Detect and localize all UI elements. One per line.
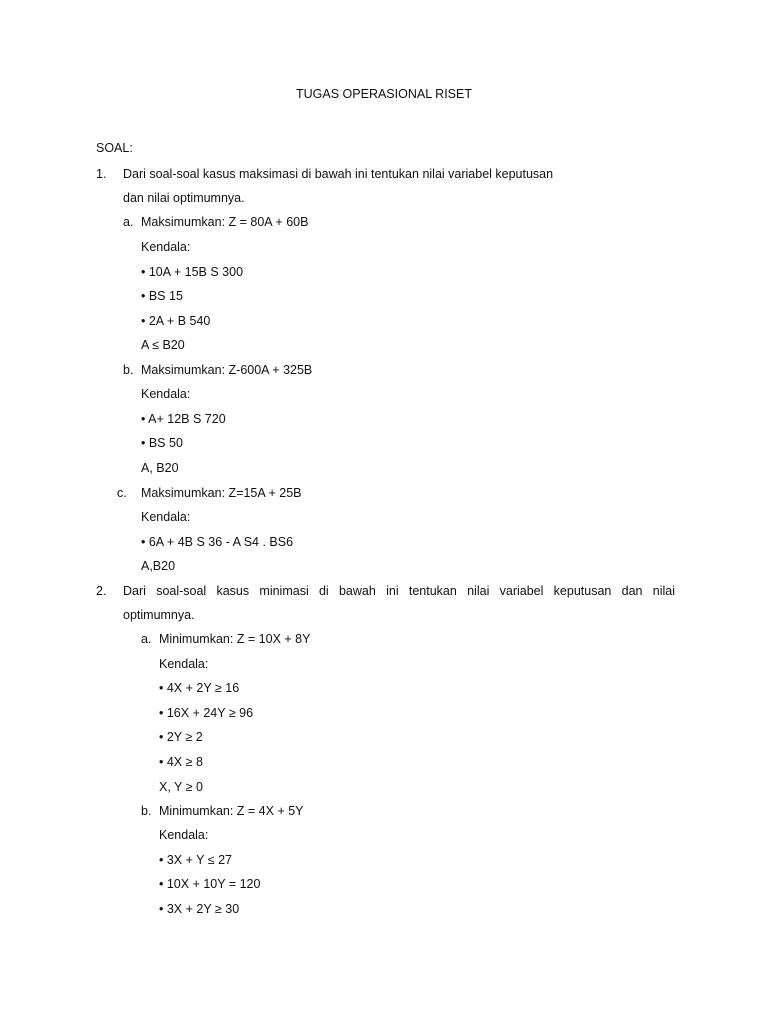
q2a-objective: Minimumkan: Z = 10X + 8Y bbox=[159, 632, 311, 646]
q2a-constraint: • 4X + 2Y ≥ 16 bbox=[159, 681, 240, 695]
q2-word: nilai bbox=[652, 584, 675, 598]
q2-word: variabel bbox=[499, 584, 544, 598]
q1a-objective: Maksimumkan: Z = 80A + 60B bbox=[141, 215, 309, 229]
q2b-constraint: • 3X + 2Y ≥ 30 bbox=[159, 902, 240, 916]
q1a-kendala: Kendala: bbox=[141, 240, 191, 254]
q1b-objective: Maksimumkan: Z-600A + 325B bbox=[141, 363, 313, 377]
q1c-constraint: • 6A + 4B S 36 - A S4 . BS6 bbox=[141, 535, 294, 549]
q1c-label: c. bbox=[117, 486, 127, 500]
q1b-label: b. bbox=[123, 363, 134, 377]
q2a-label: a. bbox=[141, 632, 152, 646]
soal-heading: SOAL: bbox=[96, 141, 133, 155]
q2b-label: b. bbox=[141, 804, 152, 818]
q1a-tail: A ≤ B20 bbox=[141, 338, 185, 352]
q1-text-line2: dan nilai optimumnya. bbox=[123, 191, 245, 205]
page-title: TUGAS OPERASIONAL RISET bbox=[296, 87, 472, 101]
q1a-constraint: • 10A + 15B S 300 bbox=[141, 265, 244, 279]
q2-number: 2. bbox=[96, 584, 107, 598]
q1a-constraint: • BS 15 bbox=[141, 289, 183, 303]
q2-text-line2: optimumnya. bbox=[123, 608, 195, 622]
q2-word: ini bbox=[386, 584, 399, 598]
q2-word: nilai bbox=[467, 584, 490, 598]
q1a-label: a. bbox=[123, 215, 134, 229]
q2-text-line1 bbox=[123, 583, 675, 599]
q2-word: soal-soal bbox=[156, 584, 207, 598]
q2a-kendala: Kendala: bbox=[159, 657, 209, 671]
q1b-kendala: Kendala: bbox=[141, 387, 191, 401]
q1c-tail: A,B20 bbox=[141, 559, 176, 573]
q1-text-line1: Dari soal-soal kasus maksimasi di bawah ini tentukan nilai variabel keputusan bbox=[123, 167, 554, 181]
q1c-kendala: Kendala: bbox=[141, 510, 191, 524]
q1c-objective: Maksimumkan: Z=15A + 25B bbox=[141, 486, 302, 500]
q2-word: keputusan bbox=[553, 584, 612, 598]
q2-word: tentukan bbox=[408, 584, 457, 598]
q2-word: minimasi bbox=[259, 584, 309, 598]
q2a-tail: X, Y ≥ 0 bbox=[159, 780, 203, 794]
q2b-kendala: Kendala: bbox=[159, 828, 209, 842]
q2-word: dan bbox=[621, 584, 643, 598]
q2-word: kasus bbox=[216, 584, 250, 598]
q2b-constraint: • 3X + Y ≤ 27 bbox=[159, 853, 232, 867]
q2a-constraint: • 2Y ≥ 2 bbox=[159, 730, 203, 744]
q1b-tail: A, B20 bbox=[141, 461, 179, 475]
q2b-objective: Minimumkan: Z = 4X + 5Y bbox=[159, 804, 304, 818]
q2a-constraint: • 4X ≥ 8 bbox=[159, 755, 203, 769]
q1-number: 1. bbox=[96, 167, 107, 181]
q2-word: Dari bbox=[123, 584, 146, 598]
q1a-constraint: • 2A + B 540 bbox=[141, 314, 211, 328]
q2b-constraint: • 10X + 10Y = 120 bbox=[159, 877, 261, 891]
q2-word: di bbox=[318, 584, 329, 598]
q1b-constraint: • A+ 12B S 720 bbox=[141, 412, 226, 426]
q2-word: bawah bbox=[338, 584, 376, 598]
q2a-constraint: • 16X + 24Y ≥ 96 bbox=[159, 706, 254, 720]
q1b-constraint: • BS 50 bbox=[141, 436, 183, 450]
